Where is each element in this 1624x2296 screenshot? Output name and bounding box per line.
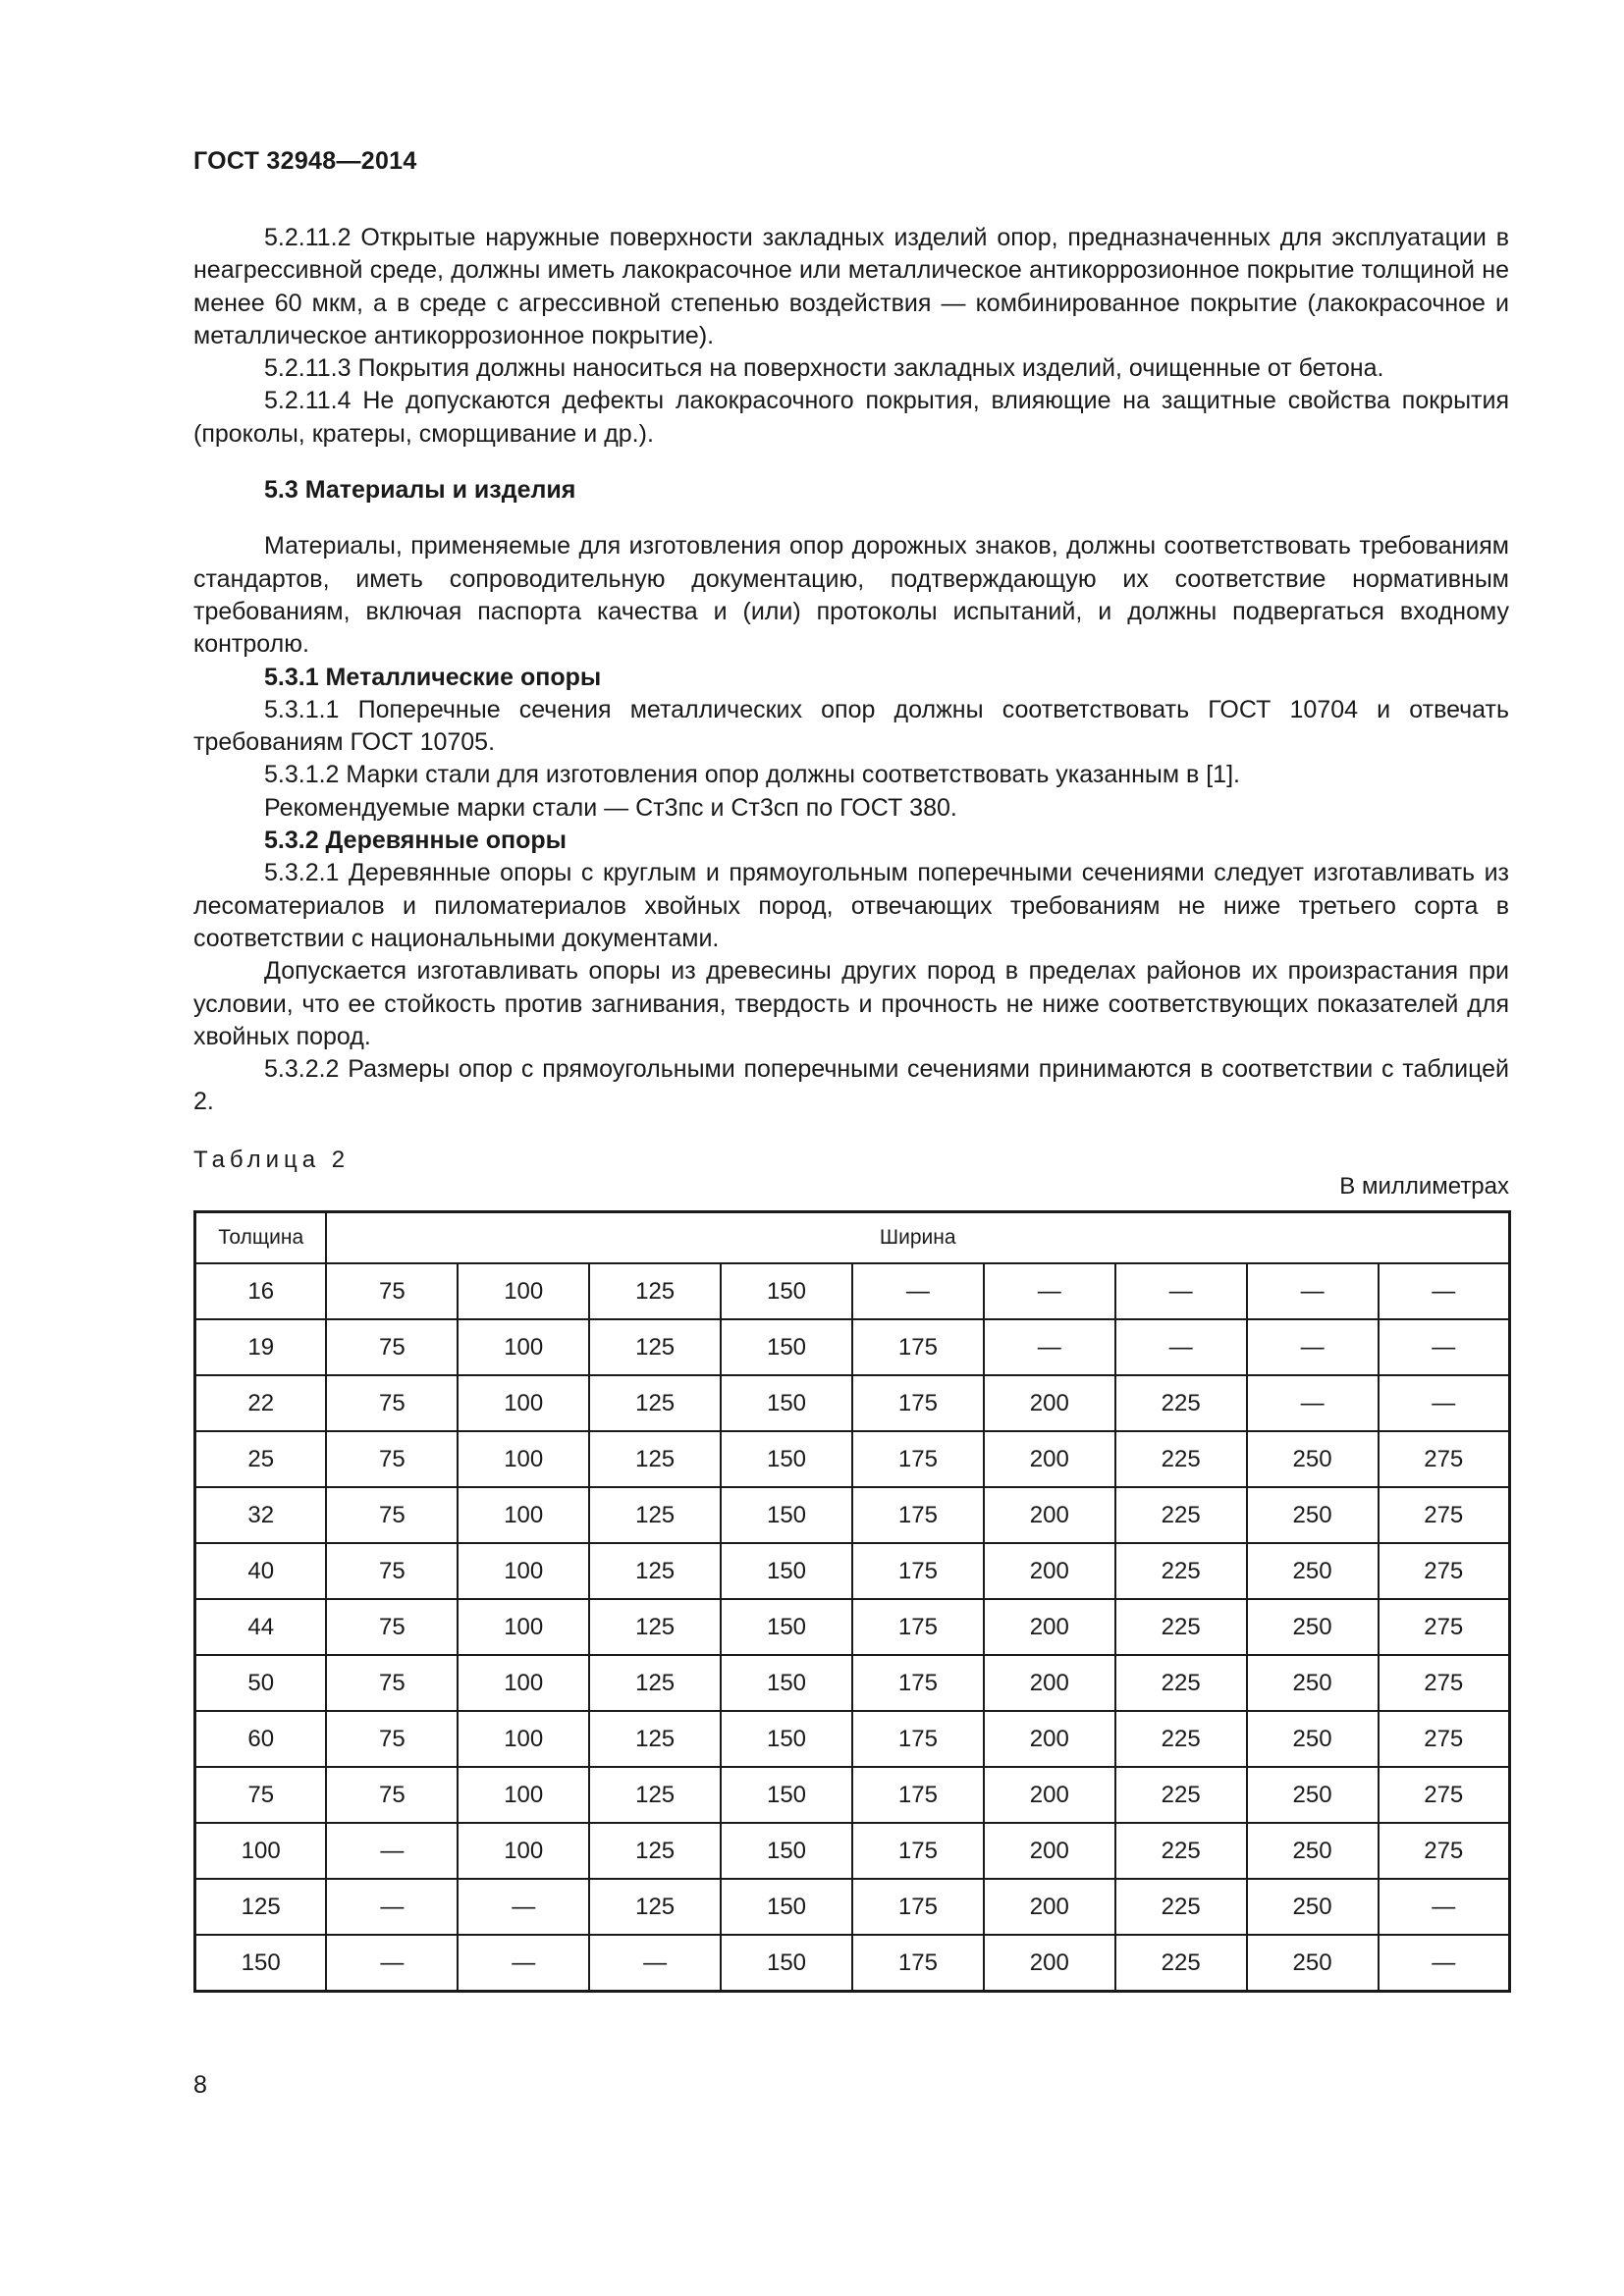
table-row: [195, 1767, 1510, 1823]
width-cell: 150: [721, 1431, 852, 1487]
width-cell: —: [984, 1319, 1115, 1375]
width-cell: —: [1247, 1263, 1379, 1319]
thickness-cell: 125: [195, 1879, 327, 1935]
width-cell: 250: [1247, 1543, 1379, 1599]
thickness-cell: 44: [195, 1599, 327, 1655]
width-cell: 150: [721, 1599, 852, 1655]
width-cell: 75: [326, 1375, 458, 1431]
width-cell: 175: [852, 1935, 984, 1992]
width-cell: —: [326, 1935, 458, 1992]
width-cell: 200: [984, 1543, 1115, 1599]
table-row: [195, 1263, 1510, 1319]
width-cell: 225: [1115, 1655, 1247, 1711]
width-cell: 100: [458, 1711, 589, 1767]
thickness-cell: 32: [195, 1487, 327, 1543]
width-cell: 175: [852, 1599, 984, 1655]
width-cell: —: [589, 1935, 721, 1992]
width-cell: 75: [326, 1487, 458, 1543]
thickness-cell: 40: [195, 1543, 327, 1599]
document-body: [193, 222, 1509, 1119]
width-cell: 200: [984, 1599, 1115, 1655]
width-cell: 200: [984, 1375, 1115, 1431]
width-cell: 200: [984, 1767, 1115, 1823]
table-caption: Таблица 2: [193, 1147, 351, 1173]
table-row: [195, 1711, 1510, 1767]
width-cell: 175: [852, 1655, 984, 1711]
width-cell: 225: [1115, 1767, 1247, 1823]
width-cell: —: [1379, 1263, 1510, 1319]
width-cell: 200: [984, 1487, 1115, 1543]
thickness-cell: 150: [195, 1935, 327, 1992]
width-cell: 175: [852, 1375, 984, 1431]
paragraph-other-species: Допускается изготавливать опоры из древесины других пород в пределах районов их произрастания при условии, что ее стойкость против загнивания, твердость и прочность не ниже соответствующих показателей для хвойных пород.: [193, 957, 1509, 1050]
paragraph-steel-grades: Рекомендуемые марки стали — Ст3пс и Ст3сп по ГОСТ 380.: [264, 793, 957, 822]
width-cell: 100: [458, 1319, 589, 1375]
width-cell: 100: [458, 1599, 589, 1655]
width-cell: 250: [1247, 1935, 1379, 1992]
table-header-row: [195, 1212, 1510, 1264]
width-cell: 200: [984, 1431, 1115, 1487]
width-cell: 100: [458, 1543, 589, 1599]
width-cell: 100: [458, 1431, 589, 1487]
width-cell: 175: [852, 1543, 984, 1599]
width-cell: 150: [721, 1711, 852, 1767]
width-cell: 150: [721, 1263, 852, 1319]
thickness-cell: 19: [195, 1319, 327, 1375]
width-cell: 200: [984, 1655, 1115, 1711]
width-cell: 125: [589, 1487, 721, 1543]
header-thickness: Толщина: [195, 1212, 327, 1264]
table-row: [195, 1655, 1510, 1711]
width-cell: —: [1247, 1319, 1379, 1375]
width-cell: 250: [1247, 1879, 1379, 1935]
thickness-cell: 16: [195, 1263, 327, 1319]
width-cell: 175: [852, 1879, 984, 1935]
width-cell: 225: [1115, 1711, 1247, 1767]
width-cell: 250: [1247, 1655, 1379, 1711]
thickness-cell: 60: [195, 1711, 327, 1767]
width-cell: 275: [1379, 1543, 1510, 1599]
width-cell: —: [1247, 1375, 1379, 1431]
width-cell: 75: [326, 1319, 458, 1375]
table-unit-note: В миллиметрах: [1339, 1173, 1509, 1200]
width-cell: 100: [458, 1767, 589, 1823]
dimensions-table: [193, 1210, 1511, 1993]
width-cell: 275: [1379, 1711, 1510, 1767]
width-cell: 75: [326, 1543, 458, 1599]
width-cell: 125: [589, 1655, 721, 1711]
section-heading-5-3-1: 5.3.1 Металлические опоры: [264, 663, 602, 691]
width-cell: 150: [721, 1935, 852, 1992]
table-row: [195, 1431, 1510, 1487]
table-row: [195, 1543, 1510, 1599]
width-cell: 150: [721, 1767, 852, 1823]
width-cell: 150: [721, 1487, 852, 1543]
width-cell: 150: [721, 1319, 852, 1375]
table-row: [195, 1879, 1510, 1935]
width-cell: 75: [326, 1431, 458, 1487]
width-cell: 175: [852, 1823, 984, 1879]
paragraph-5-3-1-1: 5.3.1.1 Поперечные сечения металлических опор должны соответствовать ГОСТ 10704 и отвечать требованиям ГОСТ 10705.: [193, 695, 1509, 757]
width-cell: 75: [326, 1263, 458, 1319]
paragraph-5-2-11-4: 5.2.11.4 Не допускаются дефекты лакокрасочного покрытия, влияющие на защитные свойства покрытия (проколы, кратеры, сморщивание и др.).: [193, 387, 1509, 448]
width-cell: 175: [852, 1487, 984, 1543]
width-cell: 125: [589, 1599, 721, 1655]
width-cell: 150: [721, 1879, 852, 1935]
width-cell: 100: [458, 1375, 589, 1431]
paragraph-materials-intro: Материалы, применяемые для изготовления опор дорожных знаков, должны соответствовать требованиям стандартов, иметь сопроводительную документацию, подтверждающую их соответствие нормативным требованиям, включая паспорта качества и (или) протоколы испытаний, и должны подвергаться входному контролю.: [193, 532, 1509, 659]
width-cell: 275: [1379, 1487, 1510, 1543]
width-cell: 150: [721, 1655, 852, 1711]
table-row: [195, 1319, 1510, 1375]
thickness-cell: 25: [195, 1431, 327, 1487]
width-cell: 125: [589, 1767, 721, 1823]
table-row: [195, 1935, 1510, 1992]
width-cell: 225: [1115, 1599, 1247, 1655]
width-cell: 275: [1379, 1431, 1510, 1487]
width-cell: 125: [589, 1375, 721, 1431]
table-row: [195, 1375, 1510, 1431]
thickness-cell: 50: [195, 1655, 327, 1711]
width-cell: —: [458, 1879, 589, 1935]
width-cell: 200: [984, 1935, 1115, 1992]
width-cell: 100: [458, 1655, 589, 1711]
width-cell: 200: [984, 1823, 1115, 1879]
page-number: 8: [193, 2071, 207, 2099]
width-cell: 250: [1247, 1599, 1379, 1655]
table-row: [195, 1599, 1510, 1655]
document-header: ГОСТ 32948—2014: [193, 147, 417, 175]
width-cell: 275: [1379, 1599, 1510, 1655]
width-cell: 175: [852, 1431, 984, 1487]
width-cell: —: [984, 1263, 1115, 1319]
width-cell: 250: [1247, 1431, 1379, 1487]
thickness-cell: 75: [195, 1767, 327, 1823]
table-body: [195, 1263, 1510, 1992]
width-cell: 150: [721, 1823, 852, 1879]
width-cell: 225: [1115, 1375, 1247, 1431]
width-cell: —: [1379, 1879, 1510, 1935]
width-cell: 275: [1379, 1767, 1510, 1823]
paragraph-5-2-11-3: 5.2.11.3 Покрытия должны наноситься на поверхности закладных изделий, очищенные от бетона.: [264, 354, 1384, 383]
width-cell: 75: [326, 1599, 458, 1655]
paragraph-5-2-11-2: 5.2.11.2 Открытые наружные поверхности закладных изделий опор, предназначенных для эксплуатации в неагрессивной среде, должны иметь лакокрасочное или металлическое антикоррозионное покрытие толщиной не менее 60 мкм, а в среде с агрессивной степенью воздействия — комбинированное покрытие (лакокрасочное и металлическое антикоррозионное покрытие).: [193, 224, 1509, 349]
width-cell: 125: [589, 1543, 721, 1599]
width-cell: —: [326, 1823, 458, 1879]
table-row: [195, 1487, 1510, 1543]
width-cell: 225: [1115, 1487, 1247, 1543]
width-cell: 75: [326, 1767, 458, 1823]
paragraph-5-3-1-2: 5.3.1.2 Марки стали для изготовления опор должны соответствовать указанным в [1].: [264, 761, 1240, 789]
thickness-cell: 100: [195, 1823, 327, 1879]
width-cell: 175: [852, 1319, 984, 1375]
width-cell: 175: [852, 1767, 984, 1823]
table-row: [195, 1823, 1510, 1879]
width-cell: —: [1379, 1375, 1510, 1431]
width-cell: 100: [458, 1263, 589, 1319]
width-cell: 100: [458, 1823, 589, 1879]
width-cell: 275: [1379, 1823, 1510, 1879]
section-heading-5-3: 5.3 Материалы и изделия: [264, 476, 576, 505]
width-cell: 125: [589, 1263, 721, 1319]
width-cell: —: [326, 1879, 458, 1935]
width-cell: —: [1379, 1935, 1510, 1992]
width-cell: 125: [589, 1319, 721, 1375]
width-cell: 200: [984, 1711, 1115, 1767]
width-cell: 225: [1115, 1543, 1247, 1599]
width-cell: —: [852, 1263, 984, 1319]
width-cell: 225: [1115, 1823, 1247, 1879]
width-cell: 250: [1247, 1767, 1379, 1823]
width-cell: 250: [1247, 1487, 1379, 1543]
width-cell: 225: [1115, 1935, 1247, 1992]
width-cell: 75: [326, 1711, 458, 1767]
width-cell: 250: [1247, 1823, 1379, 1879]
width-cell: 125: [589, 1711, 721, 1767]
paragraph-5-3-2-1: 5.3.2.1 Деревянные опоры с круглым и прямоугольным поперечными сечениями следует изготавливать из лесоматериалов и пиломатериалов хвойных пород, отвечающих требованиям не ниже третьего сорта в соответствии с национальными документами.: [193, 859, 1509, 952]
header-width: Ширина: [326, 1212, 1509, 1264]
paragraph-5-3-2-2: 5.3.2.2 Размеры опор с прямоугольными поперечными сечениями принимаются в соответствии с таблицей 2.: [193, 1055, 1509, 1116]
section-heading-5-3-2: 5.3.2 Деревянные опоры: [264, 827, 568, 855]
width-cell: 125: [589, 1823, 721, 1879]
width-cell: 125: [589, 1879, 721, 1935]
width-cell: 150: [721, 1375, 852, 1431]
width-cell: 250: [1247, 1711, 1379, 1767]
thickness-cell: 22: [195, 1375, 327, 1431]
width-cell: 200: [984, 1879, 1115, 1935]
width-cell: 175: [852, 1711, 984, 1767]
width-cell: —: [1115, 1319, 1247, 1375]
width-cell: 100: [458, 1487, 589, 1543]
width-cell: 275: [1379, 1655, 1510, 1711]
width-cell: 225: [1115, 1879, 1247, 1935]
width-cell: —: [458, 1935, 589, 1992]
width-cell: —: [1115, 1263, 1247, 1319]
width-cell: 125: [589, 1431, 721, 1487]
width-cell: 225: [1115, 1431, 1247, 1487]
width-cell: 75: [326, 1655, 458, 1711]
width-cell: 150: [721, 1543, 852, 1599]
width-cell: —: [1379, 1319, 1510, 1375]
